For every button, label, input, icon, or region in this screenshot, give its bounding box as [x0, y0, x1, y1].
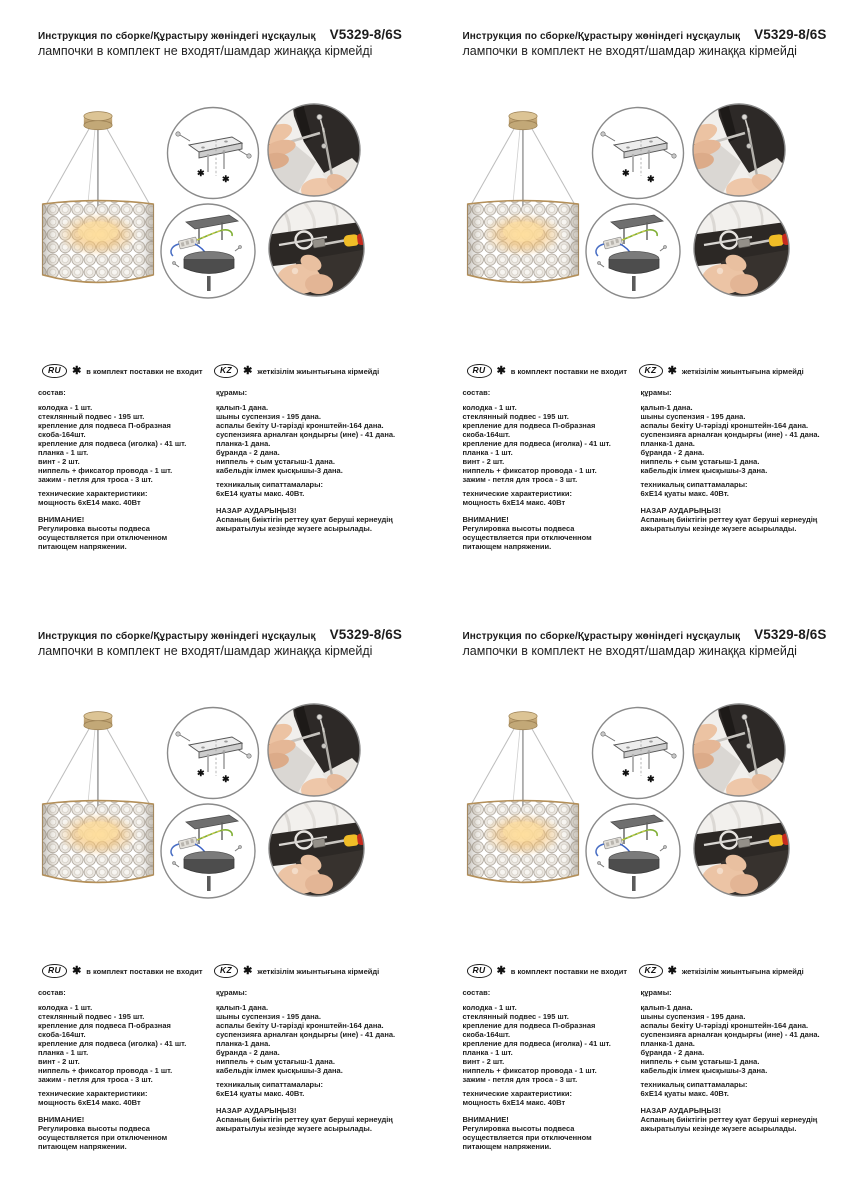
- assembly-instruction-title: Инструкция по сборке/Құрастыру жөніндегі нұсқаулық: [38, 31, 316, 42]
- kz-warning-text: Аспаның биіктігін реттеу қуат беруші кернеудің ажыратылуы кезінде жүзеге асырылады.: [640, 515, 818, 533]
- list-item: планка-1 дана.: [216, 439, 271, 448]
- kz-warning-text: Аспаның биіктігін реттеу қуат беруші кернеудің ажыратылуы кезінде жүзеге асырылады.: [216, 1115, 393, 1133]
- ru-warning-text: Регулировка высоты подвеса осуществляется при отключенном питающем напряжении.: [462, 524, 592, 551]
- kz-parts-column: [641, 988, 845, 1133]
- ru-note-row: [467, 963, 628, 979]
- assembly-instruction-title: Инструкция по сборке/Құрастыру жөніндегі нұсқаулық: [38, 631, 316, 642]
- asterisk-icon: ✱: [243, 965, 253, 977]
- kz-specs-title: техникалық сипаттамалары:: [640, 1080, 748, 1089]
- asterisk-icon: ✱: [72, 965, 82, 977]
- list-item: планка - 1 шт.: [462, 1048, 513, 1057]
- kz-not-included-note: жеткізілім жиынтығына кірмейді: [257, 366, 380, 376]
- list-item: суспензияға арналған қондырғы (ине) - 41 дана.: [216, 1030, 396, 1039]
- kz-list-title: құрамы:: [640, 988, 672, 997]
- list-item: винт - 2 шт.: [462, 457, 505, 466]
- list-item: крепление для подвеса (иголка) - 41 шт.: [38, 1039, 187, 1048]
- list-item: кабельдік ілмек қысқышы-3 дана.: [216, 466, 343, 475]
- list-item: аспалы бекіту U-тәрізді кронштейн-164 дана.: [640, 421, 809, 430]
- list-item: қалып-1 дана.: [216, 1003, 269, 1012]
- kz-list-title: құрамы:: [640, 388, 672, 397]
- list-item: зажим - петля для троса - 3 шт.: [38, 1075, 153, 1084]
- ru-language-badge: RU: [42, 364, 67, 378]
- kz-not-included-note: жеткізілім жиынтығына кірмейді: [257, 966, 380, 976]
- kz-warning-title: НАЗАР АУДАРЫҢЫЗ!: [640, 506, 722, 515]
- ru-language-badge: RU: [467, 964, 492, 978]
- ru-warning-title: ВНИМАНИЕ!: [38, 1115, 85, 1124]
- ru-warning-title: ВНИМАНИЕ!: [38, 515, 85, 524]
- instruction-sheet: [425, 600, 849, 1200]
- not-included-asterisk: ✱: [646, 174, 655, 184]
- kz-warning-title: НАЗАР АУДАРЫҢЫЗ!: [640, 1106, 722, 1115]
- not-included-asterisk: ✱: [621, 168, 630, 178]
- kz-note-row: [639, 363, 804, 379]
- list-item: кабельдік ілмек қысқышы-3 дана.: [216, 1066, 343, 1075]
- kz-specs-title: техникалық сипаттамалары:: [640, 480, 748, 489]
- kz-warning-title: НАЗАР АУДАРЫҢЫЗ!: [216, 506, 297, 515]
- bracket-mounting-diagram: [591, 106, 685, 200]
- not-included-asterisk: ✱: [621, 768, 630, 778]
- list-item: винт - 2 шт.: [462, 1057, 505, 1066]
- list-item: ниппель + сым ұстағыш-1 дана.: [640, 457, 760, 466]
- chandelier-illustration: [34, 703, 162, 893]
- assembly-instruction-title: Инструкция по сборке/Құрастыру жөніндегі нұсқаулық: [462, 31, 741, 42]
- list-item: ниппель + фиксатор провода - 1 шт.: [462, 466, 597, 475]
- list-item: ниппель + сым ұстағыш-1 дана.: [640, 1057, 760, 1066]
- ru-warning-text: Регулировка высоты подвеса осуществляется при отключенном питающем напряжении.: [38, 524, 168, 551]
- chandelier-illustration: [459, 103, 587, 293]
- cable-adjustment-photo: [267, 799, 366, 898]
- list-item: қалып-1 дана.: [640, 1003, 693, 1012]
- asterisk-icon: ✱: [667, 365, 677, 377]
- list-item: стеклянный подвес - 195 шт.: [38, 1012, 145, 1021]
- list-item: зажим - петля для троса - 3 шт.: [38, 475, 153, 484]
- instruction-sheet: [0, 0, 425, 600]
- canopy-wiring-diagram: [584, 802, 682, 900]
- ru-note-row: [467, 363, 628, 379]
- list-item: кабельдік ілмек қысқышы-3 дана.: [640, 1066, 768, 1075]
- kz-specs-value: 6хЕ14 қуаты макс. 40Вт.: [640, 1089, 729, 1098]
- kz-language-badge: KZ: [214, 364, 238, 378]
- kz-not-included-note: жеткізілім жиынтығына кірмейді: [681, 366, 804, 376]
- chandelier-illustration: [34, 103, 162, 293]
- ru-specs-title: технические характеристики:: [38, 489, 148, 498]
- list-item: ниппель + фиксатор провода - 1 шт.: [38, 1066, 173, 1075]
- header-line1: [38, 27, 408, 42]
- list-item: суспензияға арналған қондырғы (ине) - 41 дана.: [640, 430, 820, 439]
- kz-note-row: [214, 963, 379, 979]
- bracket-mounting-diagram: [166, 706, 260, 800]
- ru-warning-title: ВНИМАНИЕ!: [462, 1115, 509, 1124]
- header-line1: [463, 27, 833, 42]
- list-item: планка - 1 шт.: [38, 448, 89, 457]
- list-item: бұранда - 2 дана.: [640, 1048, 705, 1057]
- ru-language-badge: RU: [42, 964, 67, 978]
- kz-warning-text: Аспаның биіктігін реттеу қуат беруші кернеудің ажыратылуы кезінде жүзеге асырылады.: [216, 515, 393, 533]
- cable-adjustment-photo: [267, 199, 366, 298]
- kz-not-included-note: жеткізілім жиынтығына кірмейді: [681, 966, 804, 976]
- bracket-mounting-diagram: [166, 106, 260, 200]
- list-item: планка - 1 шт.: [462, 448, 513, 457]
- list-item: суспензияға арналған қондырғы (ине) - 41 дана.: [640, 1030, 820, 1039]
- header-line1: [38, 627, 408, 642]
- list-item: крепление для подвеса П-образная скоба-164шт.: [462, 421, 596, 439]
- list-item: ниппель + сым ұстағыш-1 дана.: [216, 1057, 335, 1066]
- kz-language-badge: KZ: [639, 364, 663, 378]
- bulbs-not-included-note: лампочки в комплект не входят/шамдар жинаққа кірмейді: [462, 44, 797, 58]
- list-item: крепление для подвеса П-образная скоба-164шт.: [38, 421, 171, 439]
- list-item: планка - 1 шт.: [38, 1048, 89, 1057]
- kz-specs-value: 6хЕ14 қуаты макс. 40Вт.: [216, 1089, 305, 1098]
- canopy-wiring-diagram: [159, 202, 257, 300]
- ru-warning-text: Регулировка высоты подвеса осуществляется при отключенном питающем напряжении.: [462, 1124, 592, 1151]
- ru-language-badge: RU: [467, 364, 492, 378]
- sheet-header: [463, 27, 833, 58]
- list-item: аспалы бекіту U-тәрізді кронштейн-164 дана.: [216, 421, 384, 430]
- ru-warning-text: Регулировка высоты подвеса осуществляется при отключенном питающем напряжении.: [38, 1124, 168, 1151]
- bracket-mounting-diagram: [591, 706, 685, 800]
- not-included-asterisk: ✱: [197, 768, 205, 778]
- ru-note-row: [42, 363, 203, 379]
- kz-parts-column: [216, 988, 420, 1133]
- kz-specs-title: техникалық сипаттамалары:: [216, 1080, 324, 1089]
- kz-note-row: [639, 963, 804, 979]
- ru-list-title: состав:: [38, 988, 66, 997]
- canopy-wiring-diagram: [584, 202, 682, 300]
- asterisk-icon: ✱: [496, 965, 506, 977]
- ru-parts-column: [38, 988, 214, 1151]
- ru-specs-value: мощность 6хЕ14 макс. 40Вт: [38, 1098, 141, 1107]
- ru-specs-title: технические характеристики:: [38, 1089, 148, 1098]
- ru-list-title: состав:: [462, 988, 491, 997]
- ru-not-included-note: в комплект поставки не входит: [86, 966, 203, 976]
- ru-warning-title: ВНИМАНИЕ!: [462, 515, 509, 524]
- list-item: крепление для подвеса (иголка) - 41 шт.: [462, 439, 611, 448]
- asterisk-icon: ✱: [496, 365, 506, 377]
- model-number: V5329-8/6S: [754, 627, 827, 642]
- list-item: планка-1 дана.: [640, 439, 695, 448]
- ru-note-row: [42, 963, 203, 979]
- list-item: винт - 2 шт.: [38, 457, 80, 466]
- not-included-asterisk: ✱: [222, 774, 230, 784]
- ru-specs-title: технические характеристики:: [462, 1089, 572, 1098]
- model-number: V5329-8/6S: [329, 27, 402, 42]
- list-item: колодка - 1 шт.: [38, 403, 93, 412]
- list-item: колодка - 1 шт.: [462, 403, 517, 412]
- cable-adjustment-photo: [692, 199, 791, 298]
- kz-list-title: құрамы:: [216, 988, 248, 997]
- kz-language-badge: KZ: [214, 964, 238, 978]
- sheet-header: [463, 627, 833, 658]
- kz-list-title: құрамы:: [216, 388, 248, 397]
- instruction-sheet: [0, 600, 425, 1200]
- kz-parts-column: [216, 388, 420, 533]
- bulbs-not-included-note: лампочки в комплект не входят/шамдар жинаққа кірмейді: [38, 644, 373, 658]
- ru-parts-column: [463, 988, 639, 1151]
- ru-not-included-note: в комплект поставки не входит: [86, 366, 203, 376]
- ru-list-title: состав:: [462, 388, 491, 397]
- ru-list-title: состав:: [38, 388, 66, 397]
- screwdriver-mounting-photo: [691, 702, 787, 798]
- asterisk-icon: ✱: [72, 365, 82, 377]
- list-item: стеклянный подвес - 195 шт.: [38, 412, 145, 421]
- ru-specs-value: мощность 6хЕ14 макс. 40Вт: [38, 498, 141, 507]
- list-item: зажим - петля для троса - 3 шт.: [462, 1075, 578, 1084]
- list-item: қалып-1 дана.: [216, 403, 269, 412]
- list-item: аспалы бекіту U-тәрізді кронштейн-164 дана.: [216, 1021, 384, 1030]
- list-item: шыны суспензия - 195 дана.: [216, 1012, 321, 1021]
- sheet-header: [38, 27, 408, 58]
- chandelier-illustration: [459, 703, 587, 893]
- kz-specs-value: 6хЕ14 қуаты макс. 40Вт.: [216, 489, 305, 498]
- assembly-instruction-title: Инструкция по сборке/Құрастыру жөніндегі нұсқаулық: [462, 631, 741, 642]
- list-item: шыны суспензия - 195 дана.: [216, 412, 321, 421]
- kz-language-badge: KZ: [639, 964, 663, 978]
- model-number: V5329-8/6S: [329, 627, 402, 642]
- ru-parts-column: [463, 388, 639, 551]
- cable-adjustment-photo: [692, 799, 791, 898]
- kz-warning-text: Аспаның биіктігін реттеу қуат беруші кернеудің ажыратылуы кезінде жүзеге асырылады.: [640, 1115, 818, 1133]
- list-item: зажим - петля для троса - 3 шт.: [462, 475, 578, 484]
- list-item: аспалы бекіту U-тәрізді кронштейн-164 дана.: [640, 1021, 809, 1030]
- kz-parts-column: [641, 388, 845, 533]
- kz-specs-title: техникалық сипаттамалары:: [216, 480, 324, 489]
- screwdriver-mounting-photo: [266, 102, 362, 198]
- list-item: стеклянный подвес - 195 шт.: [462, 412, 569, 421]
- asterisk-icon: ✱: [667, 965, 677, 977]
- list-item: шыны суспензия - 195 дана.: [640, 412, 746, 421]
- list-item: крепление для подвеса П-образная скоба-164шт.: [462, 1021, 596, 1039]
- ru-specs-value: мощность 6хЕ14 макс. 40Вт: [462, 1098, 566, 1107]
- kz-note-row: [214, 363, 379, 379]
- list-item: планка-1 дана.: [216, 1039, 271, 1048]
- list-item: винт - 2 шт.: [38, 1057, 80, 1066]
- bulbs-not-included-note: лампочки в комплект не входят/шамдар жинаққа кірмейді: [38, 44, 373, 58]
- not-included-asterisk: ✱: [197, 168, 205, 178]
- list-item: суспензияға арналған қондырғы (ине) - 41 дана.: [216, 430, 396, 439]
- ru-not-included-note: в комплект поставки не входит: [510, 966, 628, 976]
- list-item: бұранда - 2 дана.: [640, 448, 705, 457]
- ru-parts-column: [38, 388, 214, 551]
- list-item: шыны суспензия - 195 дана.: [640, 1012, 746, 1021]
- list-item: кабельдік ілмек қысқышы-3 дана.: [640, 466, 768, 475]
- canopy-wiring-diagram: [159, 802, 257, 900]
- bulbs-not-included-note: лампочки в комплект не входят/шамдар жинаққа кірмейді: [462, 644, 797, 658]
- list-item: ниппель + фиксатор провода - 1 шт.: [38, 466, 173, 475]
- list-item: бұранда - 2 дана.: [216, 1048, 280, 1057]
- ru-specs-title: технические характеристики:: [462, 489, 572, 498]
- list-item: крепление для подвеса П-образная скоба-164шт.: [38, 1021, 171, 1039]
- list-item: крепление для подвеса (иголка) - 41 шт.: [462, 1039, 611, 1048]
- list-item: планка-1 дана.: [640, 1039, 695, 1048]
- screwdriver-mounting-photo: [691, 102, 787, 198]
- ru-specs-value: мощность 6хЕ14 макс. 40Вт: [462, 498, 566, 507]
- list-item: стеклянный подвес - 195 шт.: [462, 1012, 569, 1021]
- ru-not-included-note: в комплект поставки не входит: [510, 366, 628, 376]
- list-item: колодка - 1 шт.: [462, 1003, 517, 1012]
- kz-specs-value: 6хЕ14 қуаты макс. 40Вт.: [640, 489, 729, 498]
- asterisk-icon: ✱: [243, 365, 253, 377]
- list-item: крепление для подвеса (иголка) - 41 шт.: [38, 439, 187, 448]
- list-item: колодка - 1 шт.: [38, 1003, 93, 1012]
- model-number: V5329-8/6S: [754, 27, 827, 42]
- header-line1: [463, 627, 833, 642]
- not-included-asterisk: ✱: [646, 774, 655, 784]
- list-item: бұранда - 2 дана.: [216, 448, 280, 457]
- sheet-header: [38, 627, 408, 658]
- screwdriver-mounting-photo: [266, 702, 362, 798]
- list-item: ниппель + фиксатор провода - 1 шт.: [462, 1066, 597, 1075]
- instruction-sheet: [425, 0, 849, 600]
- list-item: қалып-1 дана.: [640, 403, 693, 412]
- list-item: ниппель + сым ұстағыш-1 дана.: [216, 457, 335, 466]
- not-included-asterisk: ✱: [222, 174, 230, 184]
- kz-warning-title: НАЗАР АУДАРЫҢЫЗ!: [216, 1106, 297, 1115]
